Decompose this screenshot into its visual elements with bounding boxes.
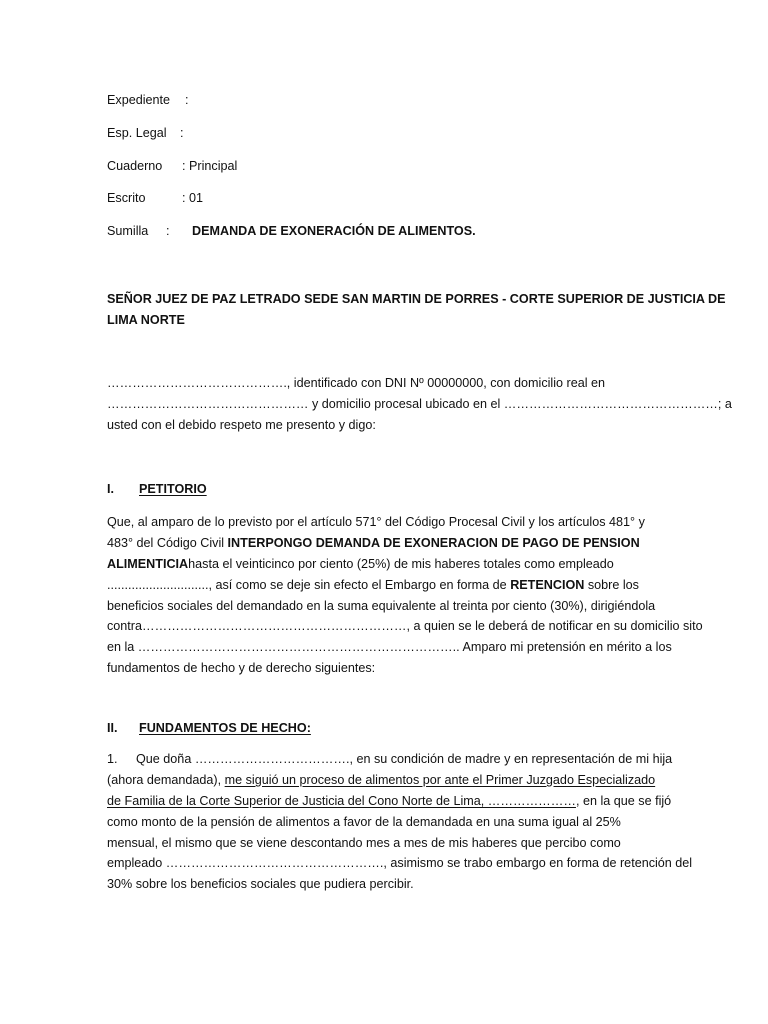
section-title: PETITORIO bbox=[139, 482, 207, 496]
paragraph-line bbox=[107, 791, 672, 812]
text-run: (ahora demandada), bbox=[107, 772, 225, 787]
text-run: 483° del Código Civil bbox=[107, 535, 228, 550]
sumilla-text: DEMANDA DE EXONERACIÓN DE ALIMENTOS. bbox=[192, 224, 476, 238]
paragraph-line: como monto de la pensión de alimentos a favor de la demandada en una suma igual al 25% bbox=[107, 814, 621, 829]
bold-run: ALIMENTICIA bbox=[107, 556, 189, 571]
paragraph-line: empleado ……………………………………………., asimismo se trabo embargo en forma de retención del bbox=[107, 856, 693, 871]
bold-run: INTERPONGO DEMANDA DE EXONERACION DE PAGO DE PENSION bbox=[227, 535, 640, 550]
field-label-sumilla: Sumilla bbox=[107, 224, 149, 238]
section-title: FUNDAMENTOS DE HECHO: bbox=[139, 721, 311, 735]
bold-run: RETENCION bbox=[510, 577, 585, 592]
field-value-escrito: : 01 bbox=[182, 191, 204, 205]
section-number: I. bbox=[107, 482, 114, 496]
field-value-expediente: : bbox=[185, 93, 189, 107]
underlined-run: de Familia de la Corte Superior de Justicia del Cono Norte de Lima, ………………… bbox=[107, 793, 576, 808]
addressee-line: LIMA NORTE bbox=[107, 312, 185, 327]
text-run: hasta el veinticinco por ciento (25%) de mis haberes totales como empleado bbox=[188, 556, 614, 571]
field-value-cuaderno: : Principal bbox=[182, 159, 238, 173]
text-run: sobre los bbox=[584, 577, 639, 592]
paragraph-line bbox=[107, 770, 656, 791]
field-value-sumilla: : bbox=[166, 224, 170, 238]
intro-line: ……………………………………., identificado con DNI Nº 00000000, con domicilio real en bbox=[107, 376, 606, 390]
paragraph-line: mensual, el mismo que se viene descontando mes a mes de mis haberes que percibo como bbox=[107, 835, 621, 850]
intro-paragraph bbox=[107, 373, 732, 436]
intro-line: ………………………………………… y domicilio procesal ubicado en el ……………………………………………; a bbox=[107, 396, 732, 411]
addressee-line: SEÑOR JUEZ DE PAZ LETRADO SEDE SAN MARTIN DE PORRES - CORTE SUPERIOR DE JUSTICIA DE bbox=[107, 292, 726, 306]
paragraph-line bbox=[107, 749, 673, 770]
field-label-esp-legal: Esp. Legal bbox=[107, 126, 167, 140]
item-number: 1. bbox=[107, 752, 118, 766]
paragraph-line bbox=[107, 533, 652, 554]
paragraph-line: fundamentos de hecho y de derecho siguientes: bbox=[107, 661, 376, 676]
text-run: ............................., así como se deje sin efecto el Embargo en forma de bbox=[107, 577, 511, 592]
field-label-expediente: Expediente bbox=[107, 93, 171, 107]
field-label-cuaderno: Cuaderno bbox=[107, 159, 163, 173]
field-label-escrito: Escrito bbox=[107, 191, 146, 205]
field-value-esp-legal: : bbox=[180, 126, 184, 140]
hecho-1-paragraph bbox=[107, 749, 693, 895]
addressee bbox=[107, 289, 726, 331]
paragraph-line bbox=[107, 554, 652, 575]
section-number: II. bbox=[107, 721, 118, 735]
text-run: , en la que se fijó bbox=[575, 793, 672, 808]
paragraph-line: Que, al amparo de lo previsto por el artículo 571° del Código Procesal Civil y los artículos 481° y bbox=[107, 515, 645, 529]
underlined-run: me siguió un proceso de alimentos por ante el Primer Juzgado Especializado bbox=[224, 772, 656, 787]
paragraph-line: beneficios sociales del demandado en la suma equivalente al treinta por ciento (30%), dirigiéndola bbox=[107, 598, 656, 613]
petitorio-paragraph bbox=[107, 512, 703, 679]
paragraph-line: en la ………………………………………………………………….. Amparo mi pretensión en mérito a los bbox=[107, 640, 672, 655]
text-run: Que doña ………………………………., en su condición de madre y en representación de mi hija bbox=[136, 752, 673, 766]
paragraph-line bbox=[107, 575, 652, 596]
paragraph-line: contra………………………………………………………, a quien se le deberá de notificar en su domicilio sito bbox=[107, 619, 703, 634]
intro-line: usted con el debido respeto me presento y digo: bbox=[107, 417, 376, 432]
paragraph-line: 30% sobre los beneficios sociales que pudiera percibir. bbox=[107, 877, 414, 892]
